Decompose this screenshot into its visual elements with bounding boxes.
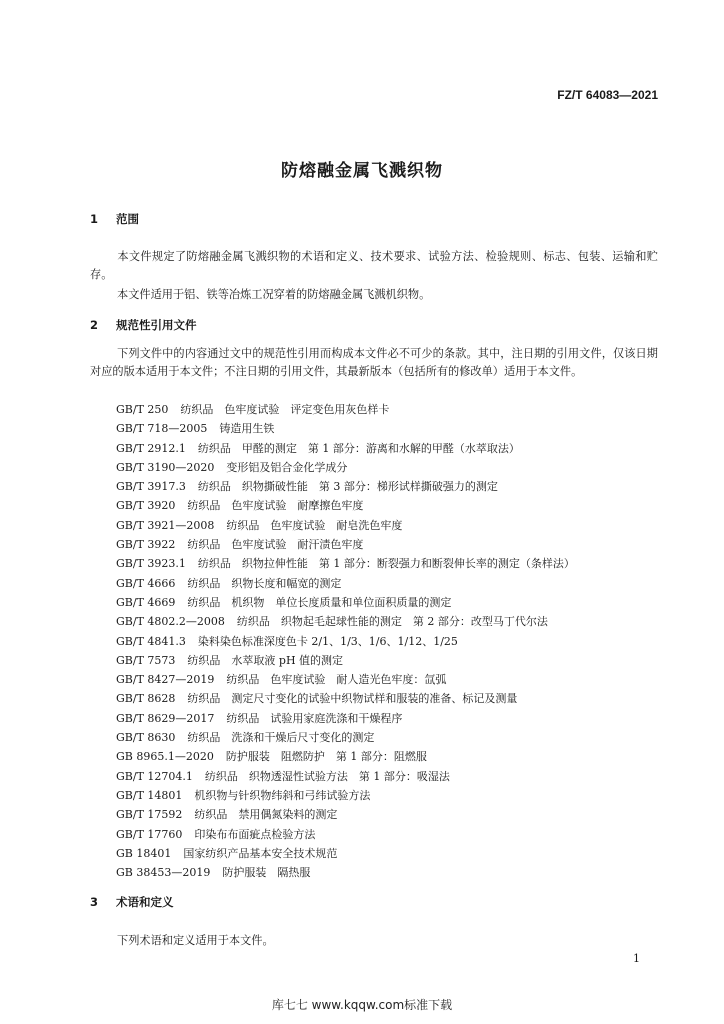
- reference-code: GB/T 718—2005: [116, 422, 208, 436]
- reference-item: [116, 400, 676, 419]
- reference-item: [116, 805, 676, 824]
- reference-title: 纺织品 洗涤和干燥后尺寸变化的测定: [187, 731, 375, 745]
- reference-title: 纺织品 织物长度和幅宽的测定: [187, 576, 342, 590]
- reference-code: GB/T 3922: [116, 538, 176, 552]
- reference-title: 纺织品 水萃取液 pH 值的测定: [187, 653, 344, 667]
- reference-list: [116, 400, 676, 882]
- reference-title: 纺织品 禁用偶氮染料的测定: [194, 808, 338, 822]
- reference-title: 纺织品 色牢度试验 耐人造光色牢度：氙弧: [226, 673, 447, 687]
- reference-title: 纺织品 试验用家庭洗涤和干燥程序: [226, 711, 403, 725]
- reference-item: [116, 670, 676, 689]
- reference-code: GB/T 8629—2017: [116, 711, 215, 725]
- reference-title: 纺织品 织物透湿性试验方法 第 1 部分：吸湿法: [204, 769, 450, 783]
- reference-title: 机织物与针织物纬斜和弓纬试验方法: [194, 788, 371, 802]
- reference-item: [116, 593, 676, 612]
- reference-title: 染料染色标准深度色卡 2/1、1/3、1/6、1/12、1/25: [197, 634, 458, 648]
- reference-item: [116, 477, 676, 496]
- reference-item: [116, 863, 676, 882]
- reference-item: [116, 574, 676, 593]
- section-number: 3: [90, 895, 99, 909]
- reference-code: GB 18401: [116, 846, 172, 860]
- reference-title: 纺织品 甲醛的测定 第 1 部分：游离和水解的甲醛（水萃取法）: [197, 441, 520, 455]
- reference-code: GB/T 4802.2—2008: [116, 615, 225, 629]
- section-number: 2: [90, 318, 99, 332]
- reference-item: [116, 825, 676, 844]
- reference-item: [116, 535, 676, 554]
- reference-title: 防护服装 隔热服: [222, 866, 311, 880]
- reference-item: [116, 709, 676, 728]
- reference-title: 纺织品 色牢度试验 耐皂洗色牢度: [226, 518, 403, 532]
- reference-title: 纺织品 色牢度试验 评定变色用灰色样卡: [180, 403, 390, 416]
- reference-item: [116, 767, 676, 786]
- reference-item: [116, 496, 676, 515]
- scope-text-1: 本文件规定了防熔融金属飞溅织物的术语和定义、技术要求、试验方法、检验规则、标志、包装、运输和贮存。: [90, 250, 658, 281]
- document-title: 防熔融金属飞溅织物: [281, 161, 443, 181]
- section-title: 范围: [116, 212, 139, 226]
- reference-code: GB/T 3923.1: [116, 557, 186, 571]
- reference-title: 纺织品 织物起毛起球性能的测定 第 2 部分：改型马丁代尔法: [236, 615, 548, 629]
- reference-item: [116, 728, 676, 747]
- reference-code: GB/T 250: [116, 403, 169, 416]
- scope-paragraph-1: [90, 248, 658, 284]
- reference-code: GB/T 12704.1: [116, 769, 193, 783]
- standard-code: FZ/T 64083—2021: [557, 88, 658, 102]
- section-heading-scope: [90, 211, 139, 227]
- reference-title: 纺织品 色牢度试验 耐摩擦色牢度: [187, 499, 364, 513]
- reference-item: [116, 612, 676, 631]
- reference-title: 纺织品 机织物 单位长度质量和单位面积质量的测定: [187, 595, 452, 609]
- reference-title: 纺织品 织物拉伸性能 第 1 部分：断裂强力和断裂伸长率的测定（条样法）: [197, 557, 575, 571]
- footer-watermark-link[interactable]: 库七七 www.kqqw.com标准下载: [271, 998, 453, 1012]
- reference-code: GB 8965.1—2020: [116, 750, 214, 764]
- terms-intro-text: 下列术语和定义适用于本文件。: [117, 934, 274, 947]
- reference-code: GB/T 3920: [116, 499, 176, 513]
- reference-code: GB/T 4669: [116, 595, 176, 609]
- reference-code: GB/T 14801: [116, 788, 183, 802]
- reference-code: GB/T 17760: [116, 827, 183, 841]
- reference-item: [116, 516, 676, 535]
- reference-code: GB/T 3921—2008: [116, 518, 215, 532]
- section-heading-normative-references: [90, 317, 197, 333]
- reference-item: [116, 458, 676, 477]
- reference-code: GB/T 8427—2019: [116, 673, 215, 687]
- reference-item: [116, 439, 676, 458]
- reference-item: [116, 747, 676, 766]
- reference-title: 纺织品 织物撕破性能 第 3 部分：梯形试样撕破强力的测定: [197, 480, 498, 494]
- reference-title: 防护服装 阻燃防护 第 1 部分：阻燃服: [225, 750, 427, 764]
- normative-intro-text: 下列文件中的内容通过文中的规范性引用而构成本文件必不可少的条款。其中，注日期的引用文件，仅该日期对应的版本适用于本文件；不注日期的引用文件，其最新版本（包括所有的修改单）适用于本文件。: [90, 347, 658, 378]
- reference-code: GB/T 4666: [116, 576, 176, 590]
- reference-code: GB/T 3917.3: [116, 480, 186, 494]
- page-number: 1: [633, 952, 640, 965]
- reference-code: GB/T 2912.1: [116, 441, 186, 455]
- section-title: 规范性引用文件: [116, 318, 197, 332]
- reference-item: [116, 632, 676, 651]
- reference-code: GB/T 7573: [116, 653, 176, 667]
- reference-title: 纺织品 色牢度试验 耐汗渍色牢度: [187, 538, 364, 552]
- reference-item: [116, 786, 676, 805]
- reference-code: GB/T 8630: [116, 731, 176, 745]
- terms-intro-paragraph: [90, 932, 658, 950]
- reference-item: [116, 844, 676, 863]
- reference-title: 国家纺织产品基本安全技术规范: [183, 846, 338, 860]
- reference-title: 变形铝及铝合金化学成分: [226, 460, 348, 474]
- reference-title: 纺织品 测定尺寸变化的试验中织物试样和服装的准备、标记及测量: [187, 692, 518, 706]
- normative-intro-paragraph: [90, 345, 658, 381]
- reference-code: GB/T 3190—2020: [116, 460, 215, 474]
- reference-code: GB/T 4841.3: [116, 634, 186, 648]
- reference-title: 铸造用生铁: [219, 422, 275, 436]
- reference-code: GB/T 8628: [116, 692, 176, 706]
- section-number: 1: [90, 212, 99, 226]
- section-heading-terms-definitions: [90, 894, 174, 910]
- reference-item: [116, 419, 676, 438]
- reference-code: GB 38453—2019: [116, 866, 211, 880]
- scope-paragraph-2: [90, 286, 658, 304]
- section-title: 术语和定义: [116, 895, 174, 909]
- reference-title: 印染布布面疵点检验方法: [194, 827, 316, 841]
- reference-code: GB/T 17592: [116, 808, 183, 822]
- reference-item: [116, 689, 676, 708]
- scope-text-2: 本文件适用于铝、铁等冶炼工况穿着的防熔融金属飞溅机织物。: [117, 288, 431, 301]
- reference-item: [116, 651, 676, 670]
- reference-item: [116, 554, 676, 573]
